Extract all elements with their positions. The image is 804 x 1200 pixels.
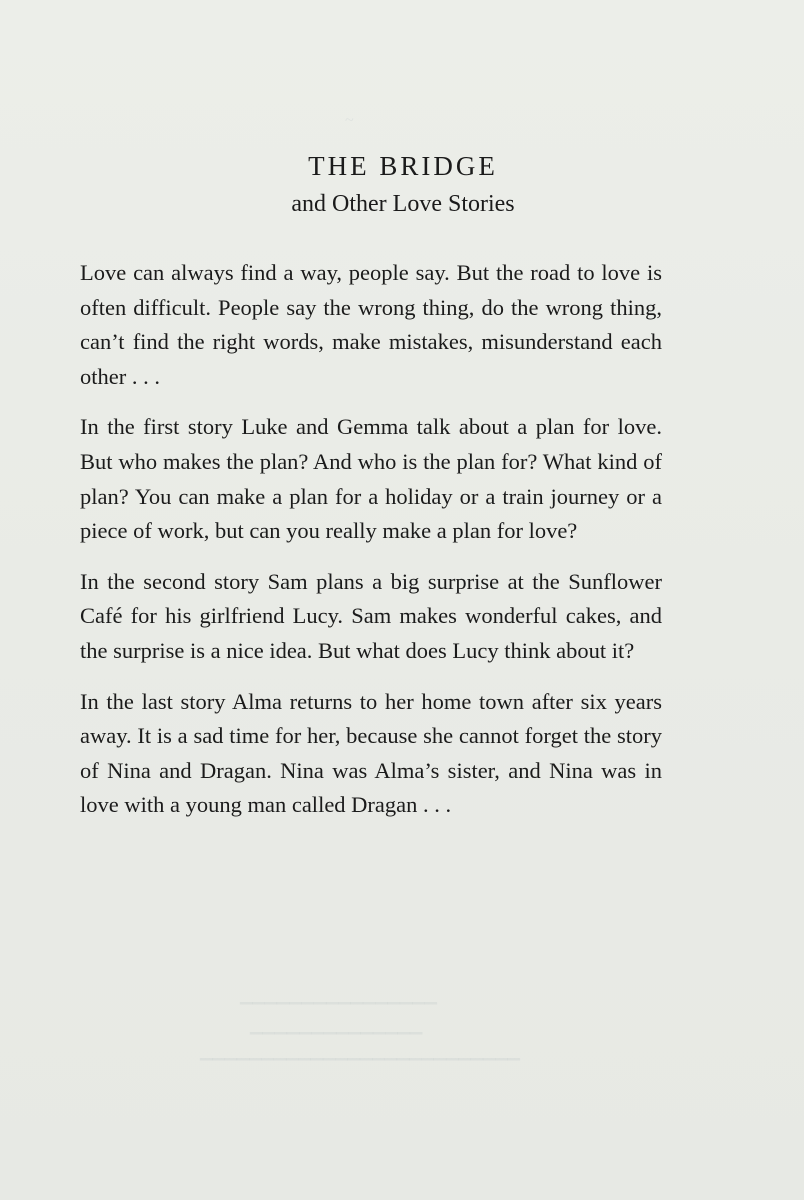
blurb-text (80, 256, 662, 839)
title-block (0, 150, 804, 220)
show-through-text: ▔▔▔▔▔▔▔▔▔▔▔▔▔▔ (250, 1034, 423, 1051)
show-through-text: ▔▔▔▔▔▔▔▔▔▔▔▔▔▔▔▔ (240, 1004, 437, 1021)
paragraph-first-story: In the first story Luke and Gemma talk about a plan for love. But who makes the plan? And who is the plan for? What kind of plan? You can make a plan for a holiday or a train journey or a piece of work, but can you really make a plan for love? (80, 414, 662, 544)
paragraph-last-story: In the last story Alma returns to her home town after six years away. It is a sad time for her, because she cannot forget the story of Nina and Dragan. Nina was Alma’s sister, and Nina was in love with a young man called Dragan . . . (80, 688, 662, 818)
paragraph-second-story: In the second story Sam plans a big surprise at the Sunflower Café for his girlfriend Lucy. Sam makes wonderful cakes, and the surprise is a nice idea. But what does Lucy think about it? (80, 568, 662, 663)
book-title: THE BRIDGE (308, 151, 498, 181)
book-subtitle: and Other Love Stories (291, 191, 515, 217)
paragraph-intro: Love can always find a way, people say. But the road to love is often difficult. People say the wrong thing, do the wrong thing, can’t find the right words, make mistakes, misunderstand each other . . . (80, 260, 662, 389)
show-through-text: ▔▔▔▔▔▔▔▔▔▔▔▔▔▔▔▔▔▔▔▔▔▔▔▔▔▔ (200, 1060, 520, 1077)
show-through-mark: ~ (345, 112, 354, 129)
